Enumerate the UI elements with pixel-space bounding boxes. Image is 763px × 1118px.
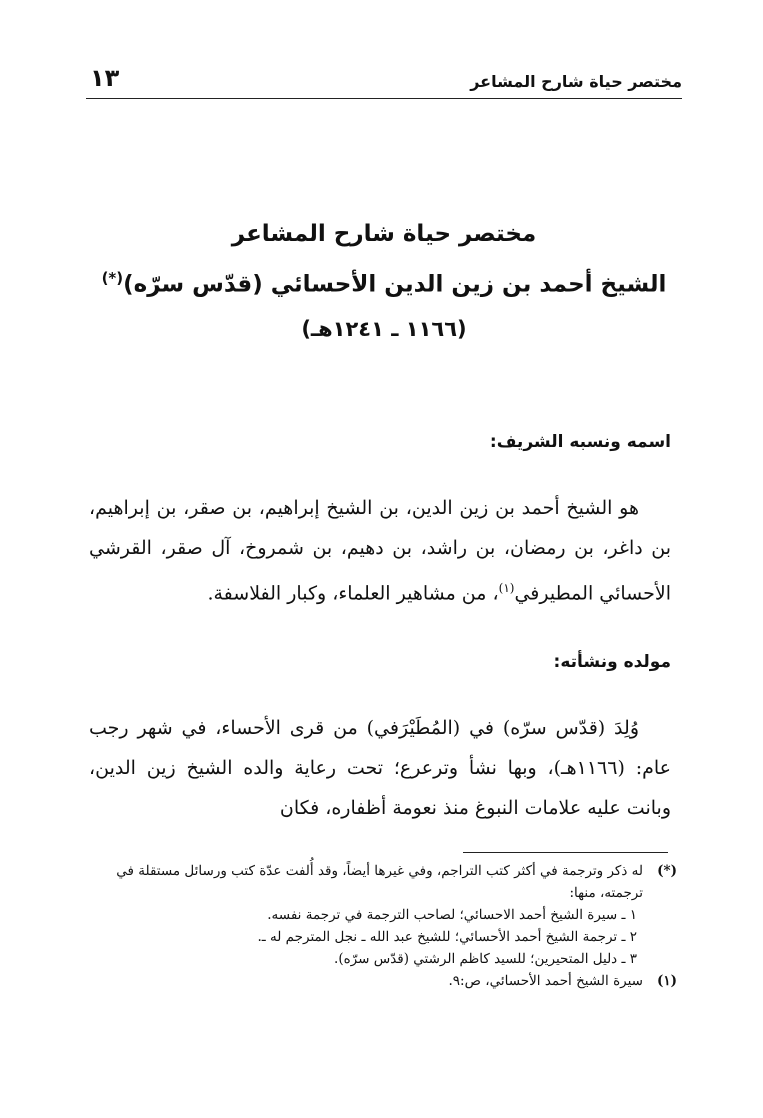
section-body-birth <box>89 708 671 828</box>
section-heading-birth: مولده ونشأته: <box>553 652 671 672</box>
footnote-list-item: ٣ ـ دليل المتحيرين؛ للسيد كاظم الرشتي (قدّس سرّه). <box>334 951 637 967</box>
footnote-list-item: ١ ـ سيرة الشيخ أحمد الاحسائي؛ لصاحب الترجمة في ترجمة نفسه. <box>267 907 637 923</box>
paragraph-name <box>89 488 671 613</box>
subtitle-footnote-mark: (*) <box>101 269 124 287</box>
footnote-marker: (١) <box>656 973 677 989</box>
chapter-title-block <box>86 212 682 351</box>
footnotes <box>93 860 677 992</box>
chapter-title: مختصر حياة شارح المشاعر <box>231 221 537 247</box>
chapter-subtitle <box>86 256 682 307</box>
paragraph-text: ، من مشاهير العلماء، وكبار الفلاسفة. <box>207 582 499 605</box>
subtitle-text: الشيخ أحمد بن زين الدين الأحسائي (قدّس سرّه) <box>123 271 667 298</box>
footnote-text: له ذكر وترجمة في أكثر كتب التراجم، وفي غيرها أيضاً، وقد أُلفت عدّة كتب ورسائل مستقلة في ترجمته، منها: <box>116 863 643 901</box>
footnote-ref: (١) <box>498 581 515 595</box>
section-heading-name: اسمه ونسبه الشريف: <box>489 432 671 452</box>
footnote-list-item: ٢ ـ ترجمة الشيخ أحمد الأحسائي؛ للشيخ عبد الله ـ نجل المترجم له ـ. <box>257 929 637 945</box>
chapter-dates: (١١٦٦ ـ ١٢٤١هـ) <box>301 316 467 341</box>
page-number: ١٣ <box>90 64 120 92</box>
running-header <box>86 62 682 99</box>
footnote-divider <box>463 852 668 853</box>
paragraph-birth: وُلِدَ (قدّس سرّه) في (المُطَيْرَفي) من قرى الأحساء، في شهر رجب عام: (١١٦٦هـ)، وبها نشأ وترعرع؛ تحت رعاية والده الشيخ زين الدين، وبانت عليه علامات النبوغ منذ نعومة أظفاره، فكان <box>89 717 671 819</box>
footnote-one <box>93 970 677 992</box>
footnote-marker: (*) <box>657 863 677 879</box>
footnote-text: سيرة الشيخ أحمد الأحسائي، ص:٩. <box>448 973 643 989</box>
footnote-star <box>93 860 677 904</box>
paragraph-text: هو الشيخ أحمد بن زين الدين، بن الشيخ إبراهيم، بن صقر، بن إبراهيم، بن داغر، بن رمضان، بن راشد، بن دهيم، بن شمروخ، آل صقر، القرشي الأحسائي المطيرفي <box>89 497 671 605</box>
running-title: مختصر حياة شارح المشاعر <box>470 72 682 91</box>
section-body-name <box>89 488 671 613</box>
